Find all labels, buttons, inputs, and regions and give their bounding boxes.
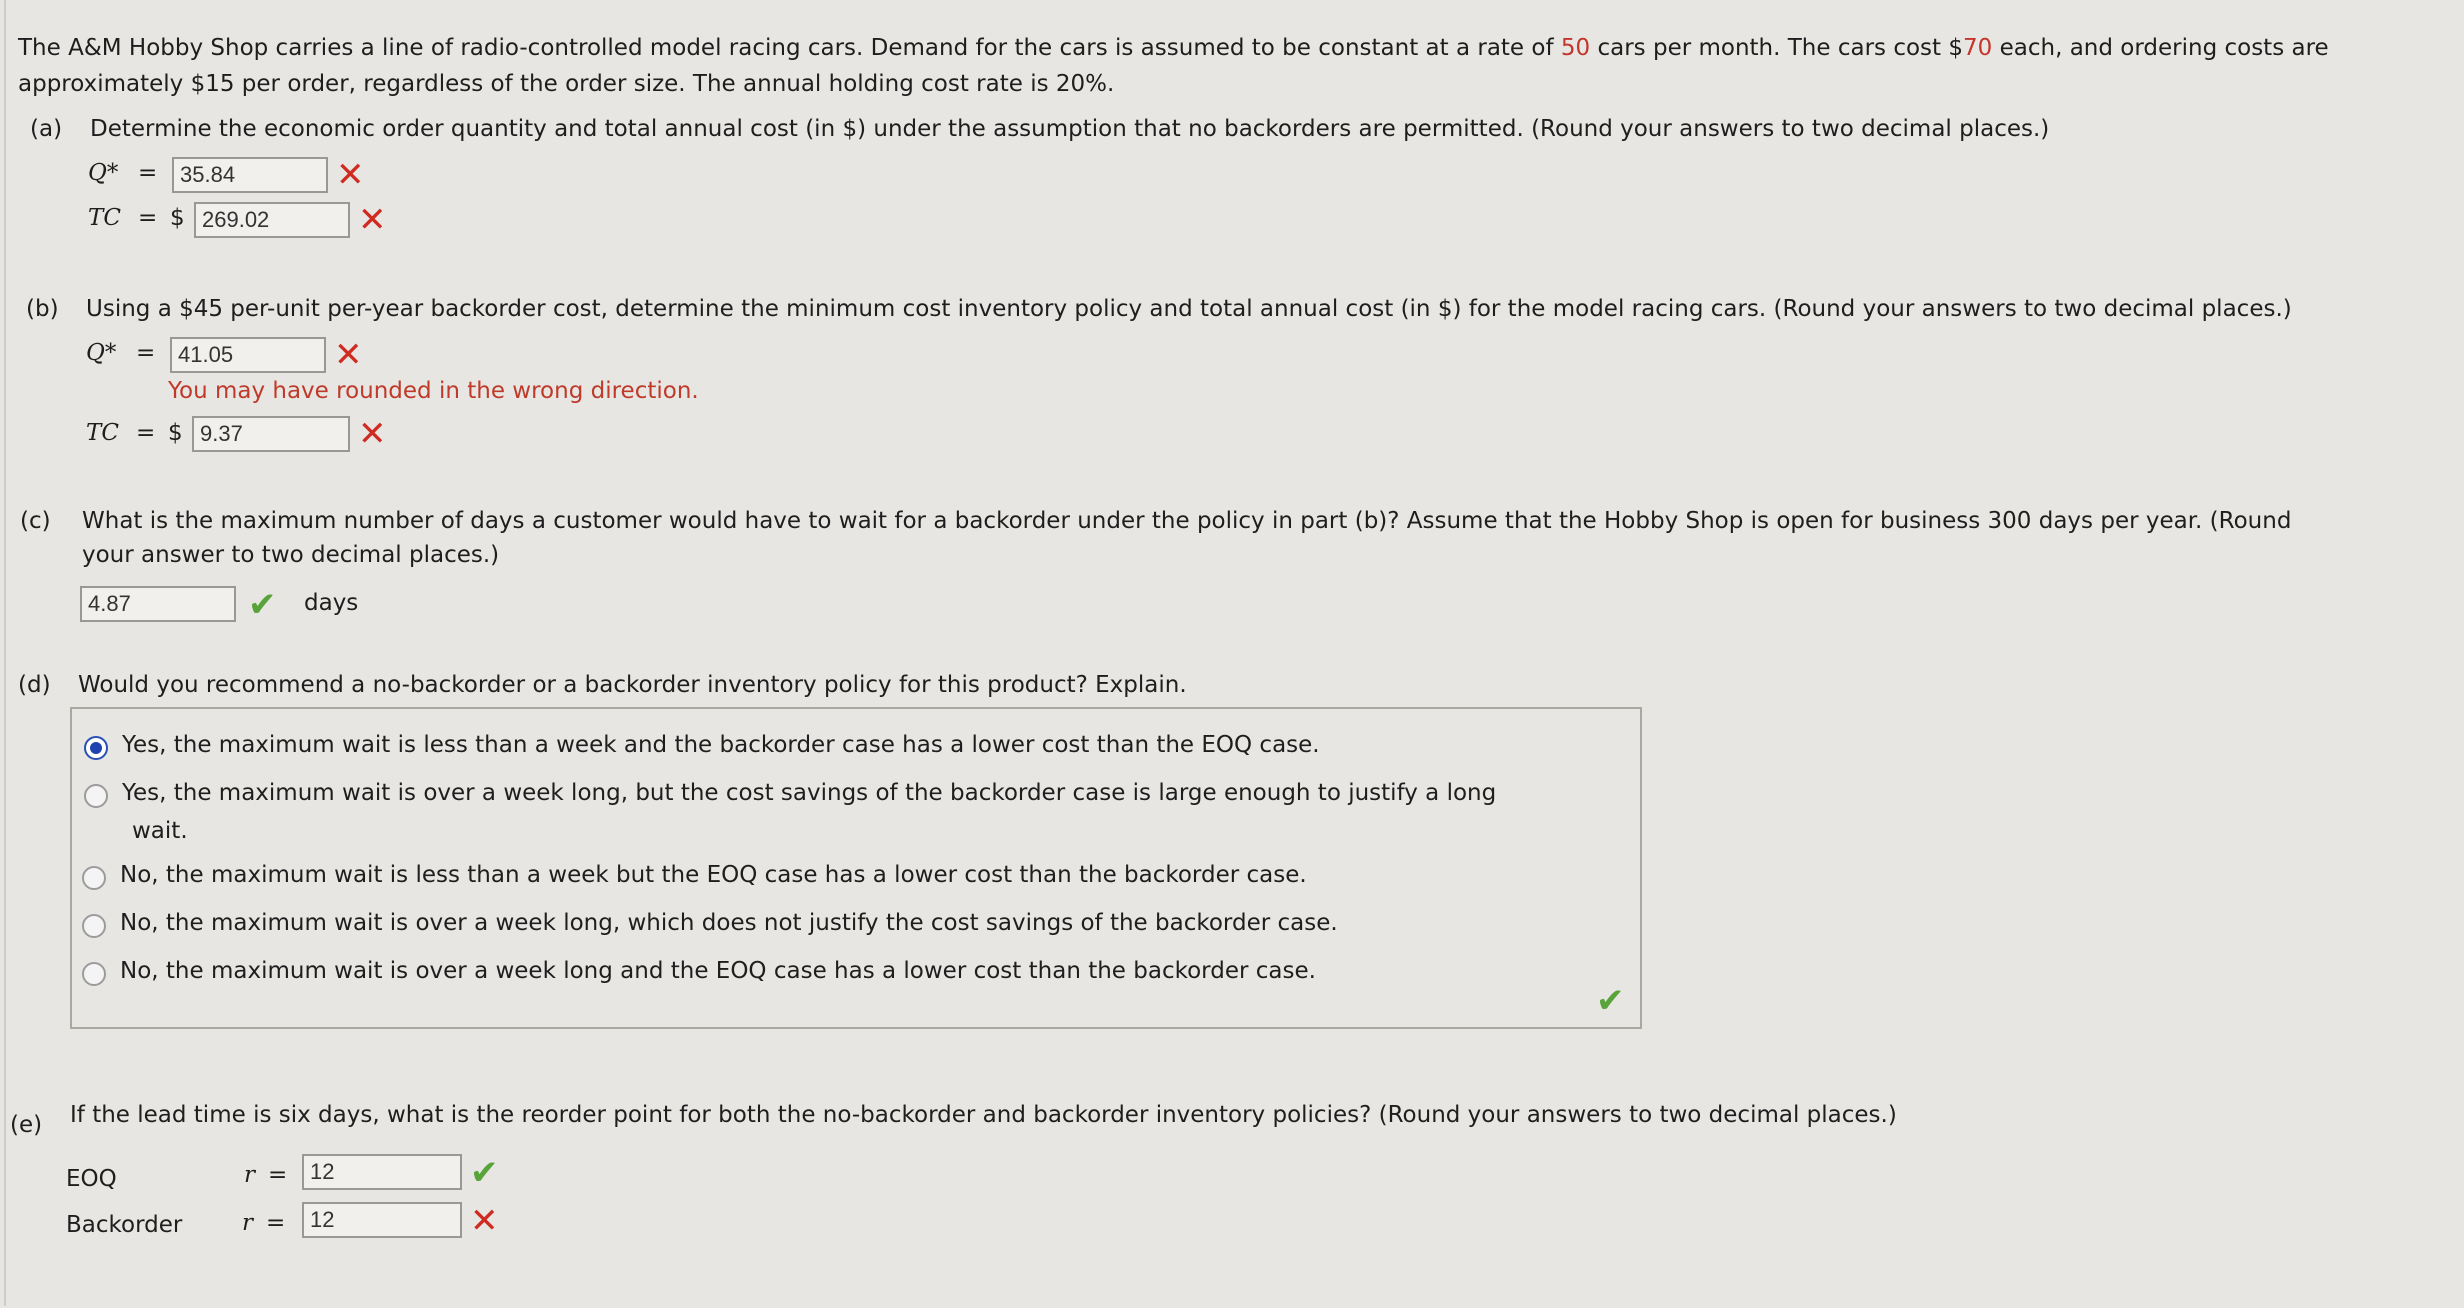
option-2-text-cont: wait. <box>132 818 188 844</box>
option-3-text: No, the maximum wait is less than a week but the EOQ case has a lower cost than the backorder case. <box>120 862 1307 888</box>
part-b-tc-eq: = <box>136 420 156 446</box>
part-b-tc-label: TC <box>86 420 119 446</box>
part-e-backorder-r-label: r <box>242 1210 253 1236</box>
part-e-eoq-r-label: r <box>244 1162 255 1188</box>
part-b-tc-dollar: $ <box>168 420 183 446</box>
part-d-question: Would you recommend a no-backorder or a backorder inventory policy for this product? Explain. <box>78 672 1187 698</box>
part-b-tc-wrong-icon: ✕ <box>358 414 387 454</box>
part-c-correct-icon: ✔ <box>248 585 277 625</box>
part-c-question-line1: What is the maximum number of days a customer would have to wait for a backorder under the policy in part (b)? Assume that the Hobby Shop is open for business 300 days per year. (Round <box>82 508 2292 534</box>
demand-value: 50 <box>1560 35 1591 61</box>
part-b-q-label: Q* <box>86 340 117 366</box>
part-a-tc-label: TC <box>88 205 121 231</box>
part-c-unit: days <box>304 590 359 616</box>
part-e-eoq-eq: = <box>268 1162 288 1188</box>
part-e-eoq-label: EOQ <box>66 1166 117 1192</box>
part-b-hint: You may have rounded in the wrong direction. <box>168 378 699 404</box>
option-5-text: No, the maximum wait is over a week long and the EOQ case has a lower cost than the backorder case. <box>120 958 1316 984</box>
part-e-backorder-eq: = <box>266 1210 286 1236</box>
part-c-marker: (c) <box>20 508 51 534</box>
option-5-radio[interactable] <box>82 962 106 986</box>
part-a-q-eq: = <box>138 160 158 186</box>
part-e-marker: (e) <box>10 1112 43 1138</box>
option-1-text: Yes, the maximum wait is less than a week and the backorder case has a lower cost than the EOQ case. <box>122 732 1320 758</box>
part-c-input[interactable]: 4.87 <box>80 586 236 622</box>
part-a-q-input[interactable]: 35.84 <box>172 157 328 193</box>
cost-value: 70 <box>1963 35 1993 61</box>
option-4-radio[interactable] <box>82 914 106 938</box>
part-b-question: Using a $45 per-unit per-year backorder cost, determine the minimum cost inventory policy and total annual cost (in $) for the model racing cars. (Round your answers to two decimal places.) <box>86 296 2292 322</box>
part-e-eoq-input[interactable]: 12 <box>302 1154 462 1190</box>
option-2-text: Yes, the maximum wait is over a week long, but the cost savings of the backorder case is large enough to justify a long <box>122 780 1497 806</box>
part-d-marker: (d) <box>18 672 51 698</box>
part-e-question: If the lead time is six days, what is the reorder point for both the no-backorder and backorder inventory policies? (Round your answers to two decimal places.) <box>70 1102 1897 1128</box>
part-e-eoq-correct-icon: ✔ <box>470 1153 499 1193</box>
part-a-q-wrong-icon: ✕ <box>336 155 365 195</box>
part-b-tc-input[interactable]: 9.37 <box>192 416 350 452</box>
part-a-tc-input[interactable]: 269.02 <box>194 202 350 238</box>
part-b-q-input[interactable]: 41.05 <box>170 337 326 373</box>
part-b-marker: (b) <box>26 296 59 322</box>
part-a-tc-wrong-icon: ✕ <box>358 200 387 240</box>
part-a-q-label: Q* <box>88 160 119 186</box>
part-a-marker: (a) <box>30 116 63 142</box>
part-c-question-line2: your answer to two decimal places.) <box>82 542 500 568</box>
option-1-radio[interactable] <box>84 736 108 760</box>
part-e-backorder-label: Backorder <box>66 1212 183 1238</box>
part-a-tc-eq: = <box>138 205 158 231</box>
part-a-tc-dollar: $ <box>170 205 185 231</box>
option-4-text: No, the maximum wait is over a week long, which does not justify the cost savings of the backorder case. <box>120 910 1338 936</box>
problem-intro: The A&M Hobby Shop carries a line of radio-controlled model racing cars. Demand for the cars is assumed to be constant at a rate of 50 cars per month. The cars cost $70 each, and ordering costs are approximately $15 per order, regardless of the order size. The annual holding cost rate is 20%. <box>18 35 2329 97</box>
part-b-q-wrong-icon: ✕ <box>334 335 363 375</box>
part-e-backorder-input[interactable]: 12 <box>302 1202 462 1238</box>
option-3-radio[interactable] <box>82 866 106 890</box>
option-2-radio[interactable] <box>84 784 108 808</box>
part-b-q-eq: = <box>136 340 156 366</box>
part-d-correct-icon: ✔ <box>1596 981 1625 1021</box>
part-e-backorder-wrong-icon: ✕ <box>470 1201 499 1241</box>
part-a-question: Determine the economic order quantity and total annual cost (in $) under the assumption that no backorders are permitted. (Round your answers to two decimal places.) <box>90 116 2050 142</box>
